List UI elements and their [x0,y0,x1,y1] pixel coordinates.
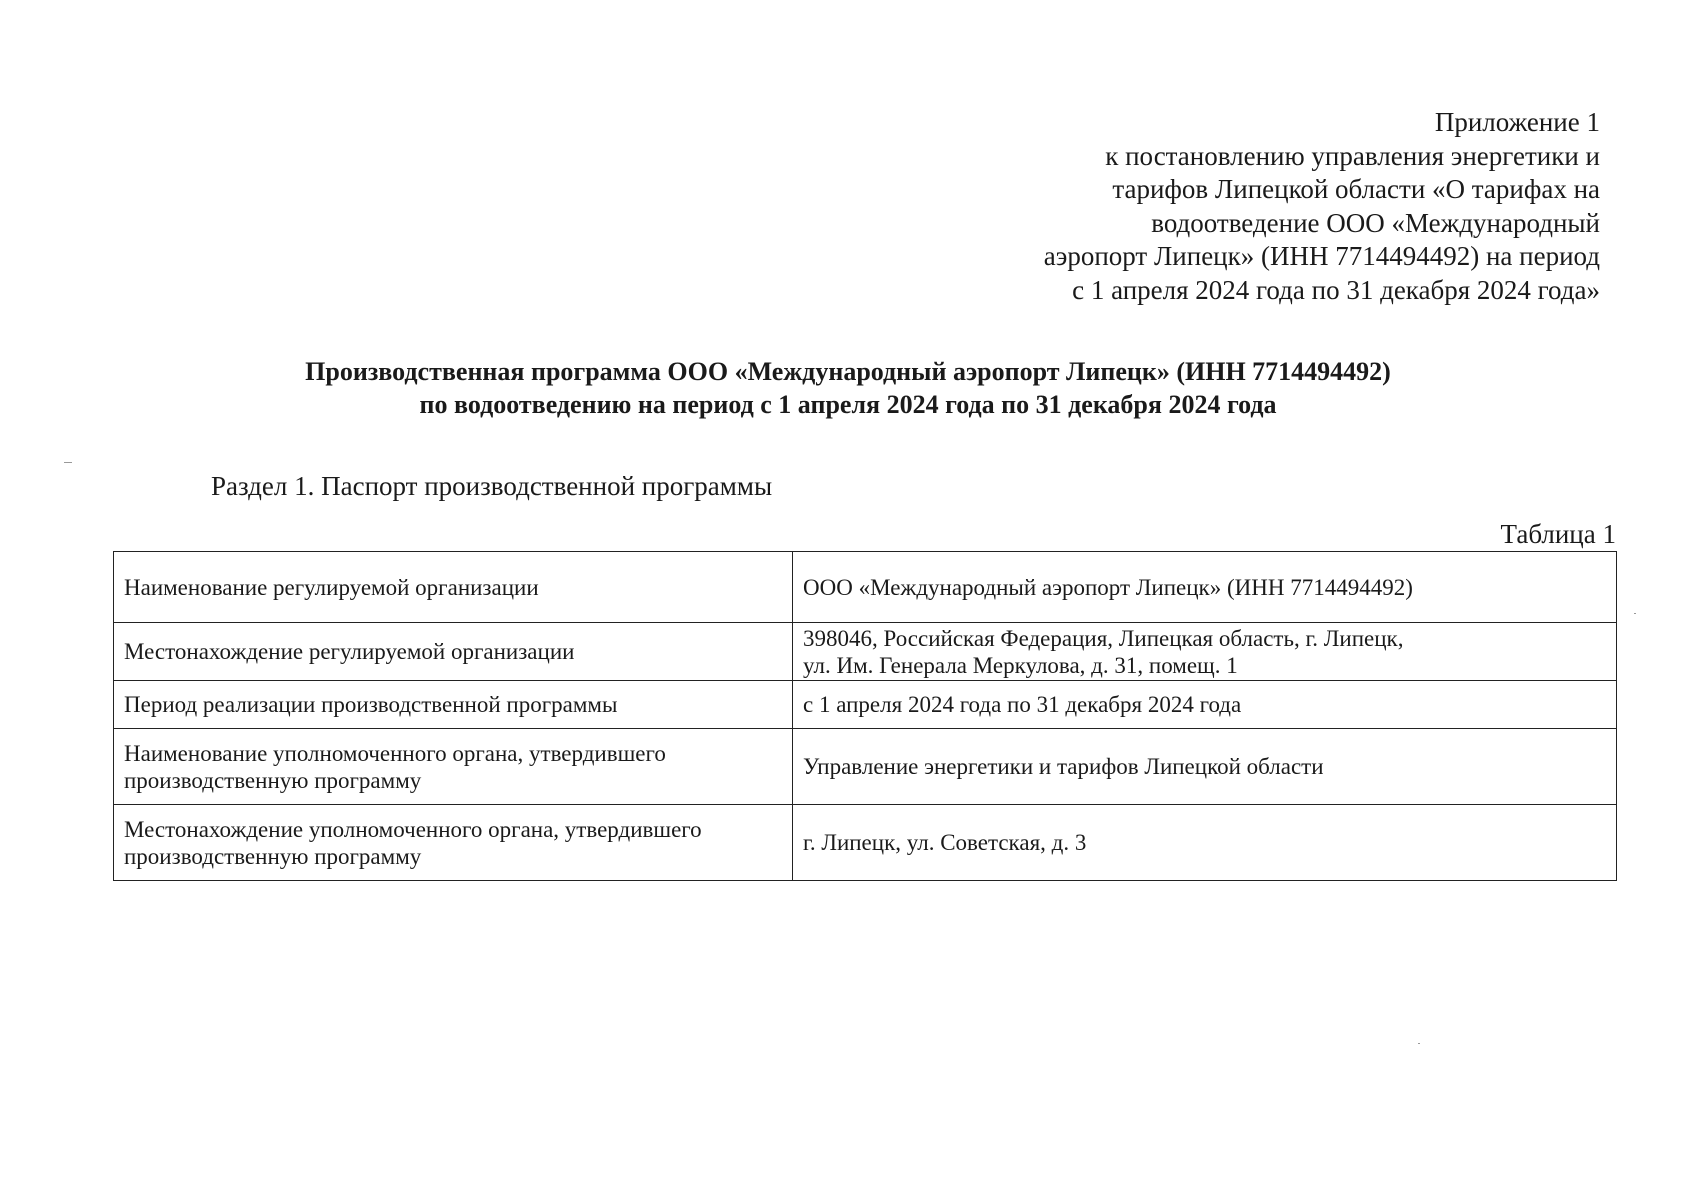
table-row [114,729,1617,805]
cell-text: Наименование уполномоченного органа, утвердившего [124,740,666,766]
document-title [0,355,1696,421]
table-cell-label [114,805,793,881]
cell-text: г. Липецк, ул. Советская, д. 3 [803,830,1087,855]
appendix-line: водоотведение ООО «Международный [1151,207,1600,238]
table-cell-value [793,805,1617,881]
cell-text: Наименование регулируемой организации [124,574,539,600]
appendix-line: к постановлению управления энергетики и [1105,140,1600,171]
appendix-line: аэропорт Липецк» (ИНН 7714494492) на период [1043,241,1600,271]
section-heading: Раздел 1. Паспорт производственной программы [211,471,773,501]
table-row [114,552,1617,623]
table-row [114,623,1617,681]
table-cell-label [114,729,793,805]
table-row [114,805,1617,881]
scan-speck [64,462,72,463]
cell-text: ул. Им. Генерала Меркулова, д. 31, помещ. 1 [803,652,1238,678]
table-label: Таблица 1 [1500,519,1616,549]
cell-text: ООО «Международный аэропорт Липецк» (ИНН 7714494492) [803,574,1413,600]
table-cell-value [793,552,1617,623]
cell-text: производственную программу [124,843,422,869]
table-cell-label [114,681,793,729]
appendix-line: тарифов Липецкой области «О тарифах на [1112,174,1600,204]
passport-table [113,551,1617,881]
scan-speck [1418,1043,1420,1044]
table-cell-value [793,623,1617,681]
cell-text: производственную программу [124,767,422,793]
scan-speck [1634,613,1636,614]
cell-text: Местонахождение регулируемой организации [124,639,575,664]
table-cell-value [793,729,1617,805]
document-title-line-1: Производственная программа ООО «Международный аэропорт Липецк» (ИНН 7714494492) [305,357,1391,386]
appendix-line: Приложение 1 [1434,107,1600,137]
cell-text: Период реализации производственной программы [124,692,618,717]
document-title-line-2: по водоотведению на период с 1 апреля 2024 года по 31 декабря 2024 года [419,390,1277,419]
table-cell-value [793,681,1617,729]
cell-text: с 1 апреля 2024 года по 31 декабря 2024 года [803,692,1242,717]
cell-text: 398046, Российская Федерация, Липецкая область, г. Липецк, [803,625,1404,651]
cell-text: Управление энергетики и тарифов Липецкой области [803,754,1324,779]
appendix-header [960,106,1600,307]
table-row [114,681,1617,729]
cell-text: Местонахождение уполномоченного органа, утвердившего [124,816,702,842]
appendix-line: с 1 апреля 2024 года по 31 декабря 2024 года» [1072,274,1600,305]
table-cell-label [114,623,793,681]
table-cell-label [114,552,793,623]
